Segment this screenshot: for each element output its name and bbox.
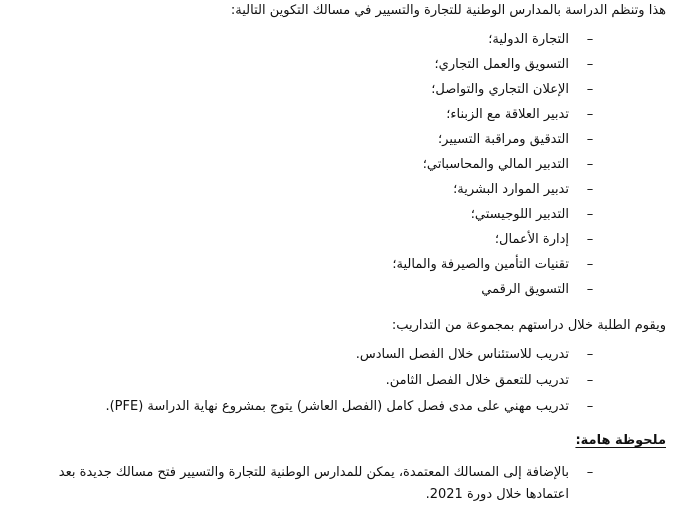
dash-bullet-icon: –	[586, 347, 594, 362]
training-text: تدريب مهني على مدى فصل كامل (الفصل العاشر) يتوج بمشروع نهاية الدراسة (PFE).	[105, 399, 569, 414]
list-item	[0, 130, 678, 155]
dash-bullet-icon: –	[586, 232, 594, 247]
trainings-intro-paragraph: ويقوم الطلبة خلال دراستهم بمجموعة من التداريب:	[391, 318, 666, 333]
dash-bullet-icon: –	[586, 257, 594, 272]
trainings-list	[0, 345, 678, 423]
list-item	[0, 397, 678, 423]
note-text: بالإضافة إلى المسالك المعتمدة، يمكن للمدارس الوطنية للتجارة والتسيير فتح مسالك جديدة بعد اعتمادها خلال دورة 2021.	[58, 465, 569, 502]
list-item	[0, 105, 678, 130]
program-name: الإعلان التجاري والتواصل؛	[431, 82, 569, 97]
dash-bullet-icon: –	[586, 465, 594, 480]
program-name: التدبير المالي والمحاسباتي؛	[422, 157, 569, 172]
dash-bullet-icon: –	[586, 132, 594, 147]
list-item	[0, 371, 678, 397]
program-name: تدبير العلاقة مع الزبناء؛	[446, 107, 569, 122]
program-name: التسويق الرقمي	[481, 282, 569, 297]
training-text: تدريب للاستئناس خلال الفصل السادس.	[355, 347, 569, 362]
note-item	[0, 462, 678, 506]
program-name: التجارة الدولية؛	[488, 32, 569, 47]
program-name: إدارة الأعمال؛	[494, 232, 569, 247]
note-heading: ملحوظة هامة:	[575, 433, 666, 448]
dash-bullet-icon: –	[586, 107, 594, 122]
dash-bullet-icon: –	[586, 32, 594, 47]
programs-list	[0, 30, 678, 305]
dash-bullet-icon: –	[586, 373, 594, 388]
dash-bullet-icon: –	[586, 207, 594, 222]
list-item	[0, 155, 678, 180]
list-item	[0, 255, 678, 280]
dash-bullet-icon: –	[586, 157, 594, 172]
program-name: التسويق والعمل التجاري؛	[434, 57, 569, 72]
training-text: تدريب للتعمق خلال الفصل الثامن.	[385, 373, 569, 388]
list-item	[0, 30, 678, 55]
list-item	[0, 280, 678, 305]
list-item	[0, 55, 678, 80]
program-name: التدبير اللوجيستي؛	[470, 207, 569, 222]
dash-bullet-icon: –	[586, 399, 594, 414]
program-name: تدبير الموارد البشرية؛	[453, 182, 569, 197]
dash-bullet-icon: –	[586, 57, 594, 72]
list-item	[0, 180, 678, 205]
dash-bullet-icon: –	[586, 82, 594, 97]
dash-bullet-icon: –	[586, 282, 594, 297]
list-item	[0, 80, 678, 105]
list-item	[0, 230, 678, 255]
list-item	[0, 345, 678, 371]
dash-bullet-icon: –	[586, 182, 594, 197]
intro-paragraph: هذا وتنظم الدراسة بالمدارس الوطنية للتجارة والتسيير في مسالك التكوين التالية:	[230, 3, 666, 18]
program-name: تقنيات التأمين والصيرفة والمالية؛	[392, 257, 569, 272]
note-list	[0, 462, 678, 506]
program-name: التدقيق ومراقبة التسيير؛	[438, 132, 569, 147]
list-item	[0, 205, 678, 230]
